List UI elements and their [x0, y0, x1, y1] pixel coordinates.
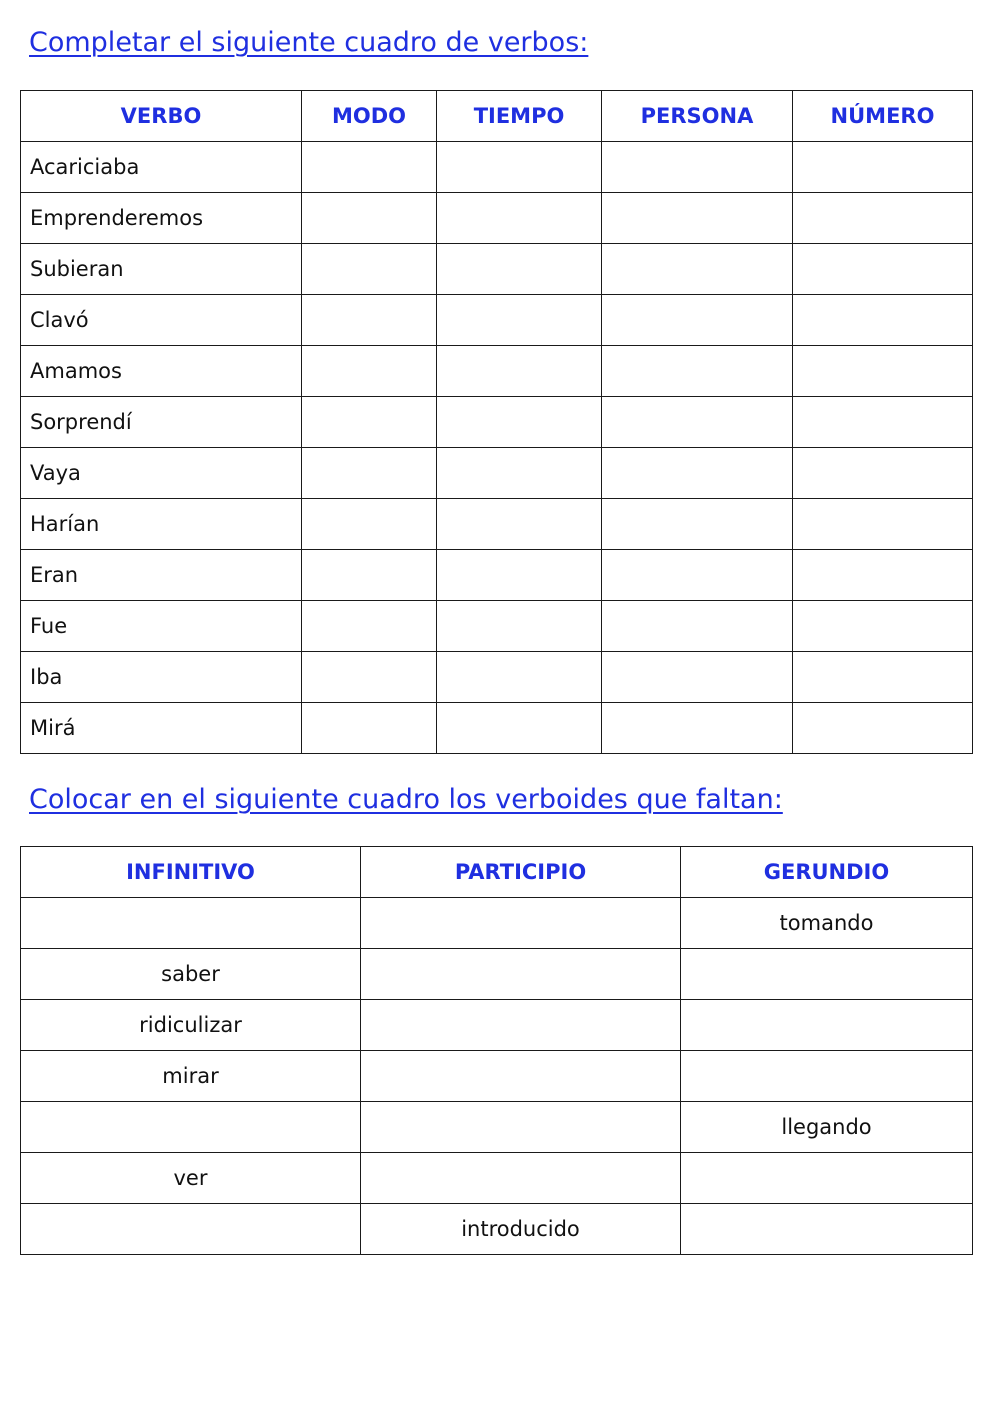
- gerundio-cell: llegando: [681, 1102, 973, 1153]
- table-row: [21, 397, 973, 448]
- gerundio-answer-cell[interactable]: [681, 1204, 973, 1255]
- tiempo-answer-cell[interactable]: [437, 193, 602, 244]
- verb-table-header-row: [21, 91, 973, 142]
- numero-answer-cell[interactable]: [793, 448, 973, 499]
- modo-answer-cell[interactable]: [302, 346, 437, 397]
- tiempo-answer-cell[interactable]: [437, 601, 602, 652]
- participio-answer-cell[interactable]: [361, 1102, 681, 1153]
- verboide-table-header-row: [21, 847, 973, 898]
- verb-cell: Vaya: [21, 448, 302, 499]
- header-verbo: VERBO: [21, 91, 302, 142]
- table-row: [21, 652, 973, 703]
- modo-answer-cell[interactable]: [302, 397, 437, 448]
- numero-answer-cell[interactable]: [793, 346, 973, 397]
- infinitivo-cell: saber: [21, 949, 361, 1000]
- verboide-table-title: Colocar en el siguiente cuadro los verboides que faltan:: [29, 784, 783, 815]
- verb-cell: Eran: [21, 550, 302, 601]
- table-row: [21, 1102, 973, 1153]
- infinitivo-cell: mirar: [21, 1051, 361, 1102]
- table-row: [21, 949, 973, 1000]
- header-persona: PERSONA: [602, 91, 793, 142]
- table-row: [21, 1153, 973, 1204]
- participio-answer-cell[interactable]: [361, 1051, 681, 1102]
- tiempo-answer-cell[interactable]: [437, 550, 602, 601]
- persona-answer-cell[interactable]: [602, 244, 793, 295]
- gerundio-answer-cell[interactable]: [681, 1000, 973, 1051]
- infinitivo-cell: ver: [21, 1153, 361, 1204]
- modo-answer-cell[interactable]: [302, 652, 437, 703]
- table-row: [21, 1051, 973, 1102]
- modo-answer-cell[interactable]: [302, 550, 437, 601]
- verb-cell: Acariciaba: [21, 142, 302, 193]
- verb-cell: Amamos: [21, 346, 302, 397]
- table-row: [21, 703, 973, 754]
- table-row: [21, 448, 973, 499]
- modo-answer-cell[interactable]: [302, 193, 437, 244]
- infinitivo-cell: ridiculizar: [21, 1000, 361, 1051]
- header-tiempo: TIEMPO: [437, 91, 602, 142]
- tiempo-answer-cell[interactable]: [437, 499, 602, 550]
- verboide-table: [20, 846, 973, 1255]
- persona-answer-cell[interactable]: [602, 295, 793, 346]
- persona-answer-cell[interactable]: [602, 448, 793, 499]
- gerundio-answer-cell[interactable]: [681, 1153, 973, 1204]
- participio-answer-cell[interactable]: [361, 949, 681, 1000]
- participio-answer-cell[interactable]: [361, 1000, 681, 1051]
- table-row: [21, 1000, 973, 1051]
- table-row: [21, 601, 973, 652]
- persona-answer-cell[interactable]: [602, 193, 793, 244]
- participio-cell: introducido: [361, 1204, 681, 1255]
- tiempo-answer-cell[interactable]: [437, 295, 602, 346]
- table-row: [21, 142, 973, 193]
- numero-answer-cell[interactable]: [793, 244, 973, 295]
- tiempo-answer-cell[interactable]: [437, 703, 602, 754]
- verb-table: [20, 90, 973, 754]
- numero-answer-cell[interactable]: [793, 499, 973, 550]
- persona-answer-cell[interactable]: [602, 346, 793, 397]
- verb-cell: Iba: [21, 652, 302, 703]
- verb-cell: Clavó: [21, 295, 302, 346]
- table-row: [21, 499, 973, 550]
- infinitivo-answer-cell[interactable]: [21, 1204, 361, 1255]
- numero-answer-cell[interactable]: [793, 550, 973, 601]
- table-row: [21, 898, 973, 949]
- table-row: [21, 244, 973, 295]
- tiempo-answer-cell[interactable]: [437, 244, 602, 295]
- modo-answer-cell[interactable]: [302, 244, 437, 295]
- gerundio-cell: tomando: [681, 898, 973, 949]
- verb-cell: Harían: [21, 499, 302, 550]
- table-row: [21, 1204, 973, 1255]
- tiempo-answer-cell[interactable]: [437, 142, 602, 193]
- verb-table-title: Completar el siguiente cuadro de verbos:: [29, 27, 589, 58]
- persona-answer-cell[interactable]: [602, 550, 793, 601]
- numero-answer-cell[interactable]: [793, 397, 973, 448]
- numero-answer-cell[interactable]: [793, 703, 973, 754]
- header-gerundio: GERUNDIO: [681, 847, 973, 898]
- numero-answer-cell[interactable]: [793, 295, 973, 346]
- table-row: [21, 295, 973, 346]
- gerundio-answer-cell[interactable]: [681, 1051, 973, 1102]
- modo-answer-cell[interactable]: [302, 295, 437, 346]
- modo-answer-cell[interactable]: [302, 703, 437, 754]
- persona-answer-cell[interactable]: [602, 499, 793, 550]
- header-modo: MODO: [302, 91, 437, 142]
- verb-cell: Sorprendí: [21, 397, 302, 448]
- verb-cell: Emprenderemos: [21, 193, 302, 244]
- header-infinitivo: INFINITIVO: [21, 847, 361, 898]
- numero-answer-cell[interactable]: [793, 601, 973, 652]
- table-row: [21, 193, 973, 244]
- verb-cell: Mirá: [21, 703, 302, 754]
- modo-answer-cell[interactable]: [302, 601, 437, 652]
- modo-answer-cell[interactable]: [302, 499, 437, 550]
- modo-answer-cell[interactable]: [302, 142, 437, 193]
- header-numero: NÚMERO: [793, 91, 973, 142]
- numero-answer-cell[interactable]: [793, 652, 973, 703]
- infinitivo-answer-cell[interactable]: [21, 898, 361, 949]
- persona-answer-cell[interactable]: [602, 142, 793, 193]
- tiempo-answer-cell[interactable]: [437, 346, 602, 397]
- persona-answer-cell[interactable]: [602, 652, 793, 703]
- tiempo-answer-cell[interactable]: [437, 397, 602, 448]
- persona-answer-cell[interactable]: [602, 397, 793, 448]
- infinitivo-answer-cell[interactable]: [21, 1102, 361, 1153]
- participio-answer-cell[interactable]: [361, 898, 681, 949]
- numero-answer-cell[interactable]: [793, 193, 973, 244]
- table-row: [21, 550, 973, 601]
- table-row: [21, 346, 973, 397]
- verb-cell: Subieran: [21, 244, 302, 295]
- gerundio-answer-cell[interactable]: [681, 949, 973, 1000]
- persona-answer-cell[interactable]: [602, 601, 793, 652]
- persona-answer-cell[interactable]: [602, 703, 793, 754]
- modo-answer-cell[interactable]: [302, 448, 437, 499]
- header-participio: PARTICIPIO: [361, 847, 681, 898]
- verb-cell: Fue: [21, 601, 302, 652]
- tiempo-answer-cell[interactable]: [437, 652, 602, 703]
- numero-answer-cell[interactable]: [793, 142, 973, 193]
- tiempo-answer-cell[interactable]: [437, 448, 602, 499]
- participio-answer-cell[interactable]: [361, 1153, 681, 1204]
